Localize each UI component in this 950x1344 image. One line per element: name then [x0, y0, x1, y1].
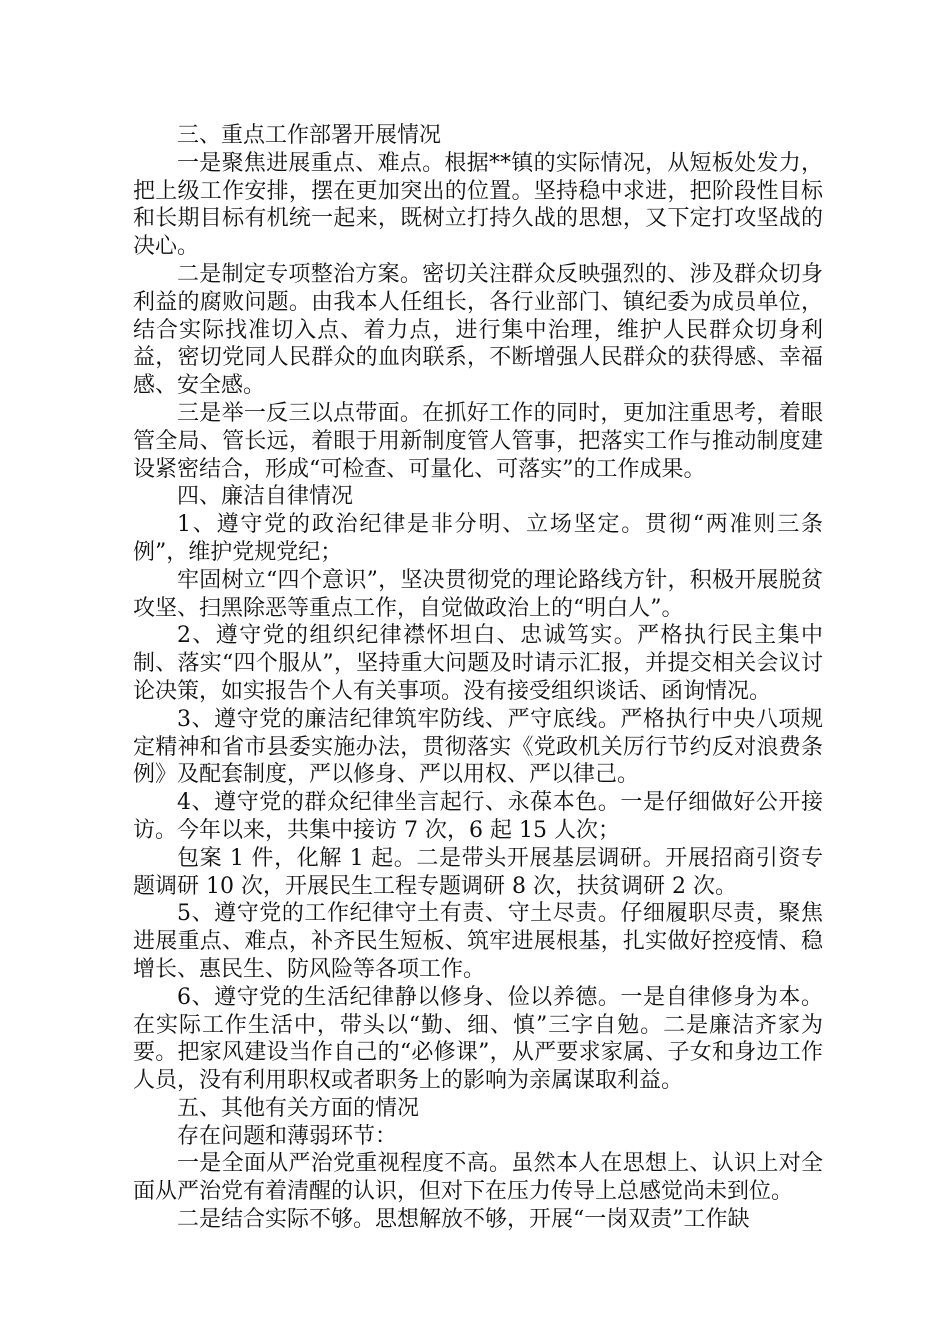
document-body: [133, 122, 823, 1234]
section-heading-key-work: 三、重点工作部署开展情况: [177, 123, 442, 148]
body-paragraph: 4、遵守党的群众纪律坐言起行、永葆本色。一是仔细做好公开接访。今年以来，共集中接访 7 次，6 起 15 人次；: [133, 790, 823, 843]
body-paragraph: 6、遵守党的生活纪律静以修身、俭以养德。一是自律修身为本。在实际工作生活中，带头以“勤、细、慎”三字自勉。二是廉洁齐家为要。把家风建设当作自己的“必修课”，从严要求家属、子女和身边工作人员，没有利用职权或者职务上的影响为亲属谋取利益。: [133, 984, 823, 1094]
body-paragraph: 包案 1 件，化解 1 起。二是带头开展基层调研。开展招商引资专题调研 10 次，开展民生工程专题调研 8 次，扶贫调研 2 次。: [133, 845, 823, 899]
body-paragraph: 二是结合实际不够。思想解放不够，开展“一岗双责”工作缺: [177, 1207, 750, 1233]
body-paragraph: 一是全面从严治党重视程度不高。虽然本人在思想上、认识上对全面从严治党有着清醒的认识，但对下在压力传导上总感觉尚未到位。: [133, 1151, 823, 1205]
body-paragraph: 一是聚焦进展重点、难点。根据**镇的实际情况，从短板处发力，把上级工作安排，摆在更加突出的位置。坚持稳中求进，把阶段性目标和长期目标有机统一起来，既树立打持久战的思想，又下定打攻坚战的决心。: [133, 150, 823, 260]
body-paragraph: 二是制定专项整治方案。密切关注群众反映强烈的、涉及群众切身利益的腐败问题。由我本人任组长，各行业部门、镇纪委为成员单位，结合实际找准切入点、着力点，进行集中治理，维护人民群众切身利益，密切党同人民群众的血肉联系，不断增强人民群众的获得感、幸福感、安全感。: [133, 261, 823, 399]
body-paragraph: 牢固树立“四个意识”，坚决贯彻党的理论路线方针，积极开展脱贫攻坚、扫黑除恶等重点工作，自觉做政治上的“明白人”。: [133, 567, 823, 621]
section-heading-integrity: 四、廉洁自律情况: [177, 484, 354, 510]
body-paragraph: 2、遵守党的组织纪律襟怀坦白、忠诚笃实。严格执行民主集中制、落实“四个服从”，坚持重大问题及时请示汇报，并提交相关会议讨论决策，如实报告个人有关事项。没有接受组织谈话、函询情况。: [133, 623, 823, 704]
body-paragraph: 3、遵守党的廉洁纪律筑牢防线、严守底线。严格执行中央八项规定精神和省市县委实施办法，贯彻落实《党政机关厉行节约反对浪费条例》及配套制度，严以修身、严以用权、严以律己。: [133, 706, 823, 788]
body-paragraph: 三是举一反三以点带面。在抓好工作的同时，更加注重思考，着眼管全局、管长远，着眼于用新制度管人管事，把落实工作与推动制度建设紧密结合，形成“可检查、可量化、可落实”的工作成果。: [133, 400, 823, 482]
body-paragraph: 存在问题和薄弱环节：: [177, 1123, 398, 1149]
body-paragraph: 1、遵守党的政治纪律是非分明、立场坚定。贯彻“两准则三条例”，维护党规党纪；: [133, 512, 823, 565]
section-heading-other: 五、其他有关方面的情况: [177, 1095, 420, 1121]
body-paragraph: 5、遵守党的工作纪律守土有责、守土尽责。仔细履职尽责，聚焦进展重点、难点，补齐民生短板、筑牢进展根基，扎实做好控疫情、稳增长、惠民生、防风险等各项工作。: [133, 901, 823, 982]
